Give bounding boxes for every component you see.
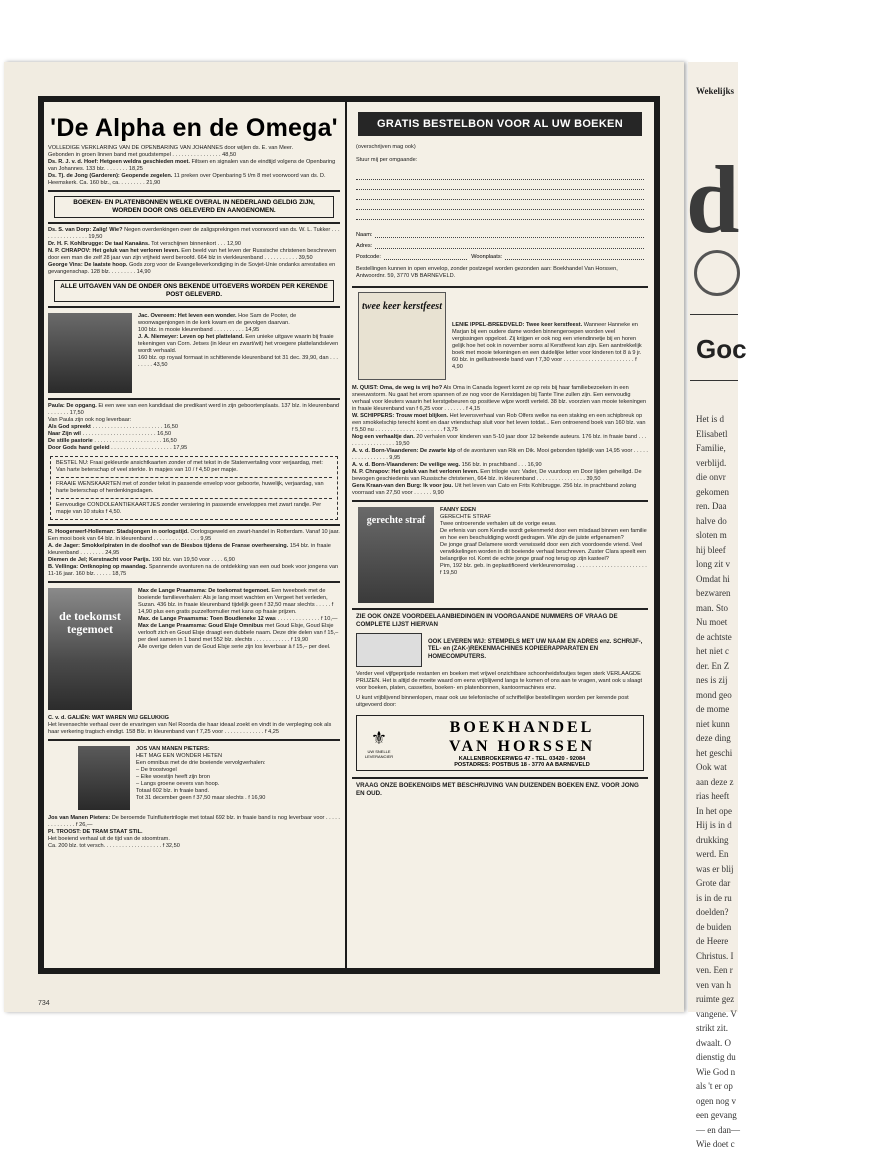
list-paragraph: [48, 262, 340, 276]
body-text: 190 blz. van 19,50 voor . . . . 6,90: [150, 557, 235, 563]
list-paragraph: [136, 774, 340, 781]
divider: [690, 314, 738, 315]
body-text: Het levensverhaal van Rob Olfers welke na een staking en een schipbreuk op een smokkelschip terecht komt en daar vriendschap sluit voor het leven totdat... Een ontroerend boek van 160 blz. van f 5,50 nu . . . . . . . . . . . . . . . . . . . . . . f 3,75: [352, 413, 646, 433]
order-line[interactable]: [356, 170, 644, 180]
list-paragraph: [136, 767, 340, 774]
article-line: Nu moet: [696, 617, 728, 627]
list-paragraph: [452, 322, 648, 371]
divider: [352, 500, 648, 502]
postcode-field[interactable]: [356, 252, 644, 260]
children-book-list: [352, 385, 648, 497]
article-line: Wie God n: [696, 1066, 736, 1077]
body-text: Het levensechte verhaal over de ervaringen van Nel Roorda die haar ideaal zoekt en vindt in de verpleging ook als haar verkering tragisch eindigt. 158 Blz. in kleurenband van f 7,25 voor . . . . . . . . . . . . . f 4,25: [48, 722, 332, 735]
divider: [352, 286, 648, 288]
article-line: dienstig du: [696, 1052, 736, 1062]
article-line: de buiden: [696, 921, 732, 932]
list-paragraph: [48, 227, 340, 241]
body-text: Hoe Sam de Pooter, de woonwagenjongen in de kerk kwam en de gevolgen daarvan.: [138, 313, 297, 326]
bold-text: N. P. Chrapov: Het geluk van het verloren leven.: [352, 469, 479, 475]
book-list: [48, 227, 340, 276]
body-text: Een mooi boek van 64 blz. in kleurenband . . . . . . . . . . . . . . . 9,95: [48, 536, 212, 542]
postcode-label: Postcode:: [356, 254, 381, 260]
article-line: de mome: [696, 704, 730, 714]
article-line: ven van h: [696, 979, 731, 990]
bold-text: Jos van Manen Pieters:: [48, 815, 111, 821]
body-text: Spannende avonturen na de ontdekking van een oud boek voor jongens van 11-16 jaar. 160 blz. . . . . . 18,75: [48, 564, 339, 577]
article-line: Hij is in d: [696, 820, 732, 830]
bold-text: LENIE IPPEL-BREEDVELD: Twee keer kerstfeest.: [452, 322, 583, 328]
article-line: deze ding: [696, 733, 731, 743]
list-paragraph: [48, 403, 340, 417]
copy-note: (overschrijven mag ook): [356, 144, 416, 150]
list-paragraph: [48, 248, 340, 262]
list-paragraph: [440, 528, 648, 542]
bold-text: Door Gods hand geleid: [48, 445, 110, 451]
book-list-tail: [48, 815, 340, 850]
list-paragraph: [48, 424, 340, 431]
list-paragraph: [440, 507, 648, 514]
body-text: 11 preken over Openbaring 5 t/m 8 met voorwoord van ds. D. Heemskerk. Ca. 160 blz., ca. . . . . . . . . 21,90: [48, 173, 326, 186]
article-line: aan deze z: [696, 776, 734, 787]
article-line: ven. Een r: [696, 965, 733, 975]
store-emblem: ⚜ UW SNELLE LEVERANCIER: [364, 727, 394, 759]
bold-text: FANNY EDEN: [440, 507, 476, 513]
sale-text: Verder veel vijfgeprijsde restanten en boeken met vrijwel onzichtbare schoonheidsfoutjes tegen sterk VERLAAGDE PRIJZEN. Het is altijd de moeite waard om eens vrijblijvend langs te komen of ons aan te vragen, want ook u slaagt voor boeken, platen, cassettes, boeken- en platenbonnen, kantoormachines enz.: [356, 671, 643, 691]
divider: [48, 739, 340, 741]
bold-text: De stille pastorie: [48, 438, 93, 444]
list-paragraph: [138, 334, 340, 355]
list-paragraph: [138, 313, 340, 327]
list-paragraph: [48, 543, 340, 557]
list-paragraph: [48, 431, 340, 438]
order-line[interactable]: [356, 210, 644, 220]
youth-book-list: [48, 529, 340, 578]
notice-box: BOEKEN- EN PLATENBONNEN WELKE OVERAL IN NEDERLAND GELDIG ZIJN, WORDEN DOOR ONS GELEVERD EN AANGENOMEN.: [54, 196, 334, 218]
book-description: [138, 313, 340, 393]
city-label: Woonplaats:: [471, 254, 503, 260]
divider: [352, 608, 648, 610]
body-text: Wanneer Hanneke en Marjan bij een oudere dame worden binnengeroepen worden veel vergissingen opgelost. Zij krijgen er ook nog een vriendinnetje bij en horen gelijk hoe het ook in november soms al Kerstfeest kan zijn. Een aantrekkelijk boek met mooie tekeningen en een duidelijke letter voor kinderen tot 8 à 9 jr. 60 blz. in geillustreerde band van f 7,30 voor . . . . . . . . . . . . . . . . . . . . . . . f 4,90: [452, 322, 642, 370]
article-line: halve do: [696, 515, 727, 526]
book-description: [440, 507, 648, 603]
bold-text: Max de Lange Praamsma: Goud Elsje Omnibus: [138, 623, 264, 629]
list-paragraph: [440, 542, 648, 563]
list-paragraph: [48, 815, 340, 829]
book-cover-title: twee keer kerstfeest: [362, 301, 442, 312]
book-cover-image: [358, 507, 434, 603]
intro-list: [48, 145, 340, 187]
body-text: Als Oma in Canada logeert komt ze op reis bij haar familiebezoeken in een sneeuwstorm. Nu gaat het erom spannen of ze nog voor de Kerstdagen bij Tante Tine zullen zijn. Een eenvoudig verhaal voor kleuters waarin het kerstgebeuren op positieve wijze wordt verteld. 38 blz. voorzien van mooie tekeningen in fraaie kleurenband van f 6,25 voor . . . . . . . f 4,15: [352, 385, 647, 412]
divider: [48, 222, 340, 224]
cash-register-image: [356, 633, 422, 667]
list-paragraph: [48, 173, 340, 187]
notice-box: ALLE UITGAVEN VAN DE ONDER ONS BEKENDE UITGEVERS WORDEN PER KERENDE POST GELEVERD.: [54, 280, 334, 302]
paula-list: [48, 403, 340, 452]
store-address: KALLENBROEKERWEG 47 - TEL. 03420 - 92084: [458, 756, 586, 762]
list-paragraph: [48, 438, 340, 445]
order-line[interactable]: [356, 190, 644, 200]
ad-title: 'De Alpha en de Omega': [50, 114, 338, 142]
bold-text: A. v. d. Born-Vlaanderen: De veilige weg.: [352, 462, 461, 468]
list-paragraph: [352, 448, 648, 462]
bold-text: George Vins: De laatste hoop.: [48, 262, 128, 268]
article-line: Familie,: [696, 443, 726, 453]
article-line: ruimte gez: [696, 994, 735, 1004]
left-column: [48, 108, 340, 964]
bold-text: Max. de Lange Praamsma: Toen Boudieneke 12 was: [138, 616, 276, 622]
body-text: Ei een wee van een kandidaat die predikant werd in zijn geboortenplaats. 137 blz. in kleurenband . . . . . . . 17,50: [48, 403, 340, 416]
bold-text: C. v. d. GALIËN: WAT WAREN WIJ GELUKKIG: [48, 715, 169, 721]
drop-letter: d: [686, 146, 740, 253]
body-text: met Goud Elsje, Goud Elsje verlooft zich en Goud Elsje draagt een dubbele naam. Deze drie delen van f 15,– per deel samen in 1 band met 552 blz. slechts . . . . . . . . . . . . f 19,90: [138, 623, 339, 643]
body-text: . . . . . . . . . . . . . . . . . . . . 17,95: [109, 445, 188, 451]
offers-note: ZIE OOK ONZE VOORDEELAANBIEDINGEN IN VOORGAANDE NUMMERS OF VRAAG DE COMPLETE LIJST HIERVAN: [356, 613, 618, 628]
book-description: [136, 746, 340, 810]
bold-text: Naar Zijn wil: [48, 431, 81, 437]
list-paragraph: [48, 152, 340, 159]
article-line: Grote dar: [696, 878, 731, 888]
book-cover-image: [48, 588, 132, 710]
book-description: [452, 322, 648, 380]
list-paragraph: [138, 355, 340, 369]
article-line: man. Sto: [696, 602, 729, 613]
body-text: Een unieke uitgave waarin bij fraaie tekeningen van Corn. Jetses (in kleur en zwart/wit) het vroegere plattelandsleven wordt verhaald.: [138, 334, 339, 354]
divider: [48, 398, 340, 400]
body-text: Pim, 192 blz. geb. in geplastificeerd vierkleurenomslag . . . . . . . . . . . . . . . . . . . . . . . f 19,50: [440, 563, 647, 576]
order-instructions: Bestellingen kunnen in open envelop, zonder postzegel worden gezonden aan: Boekhandel Van Horssen, Antwoordnr. 59, 3770 VB BARNEVELD.: [356, 266, 618, 279]
article-line: dwaalt. O: [696, 1037, 731, 1048]
book-ad: [48, 313, 340, 393]
divider: [48, 190, 340, 192]
body-text: 156 blz. in prachtband . . . 16,90: [460, 462, 542, 468]
book-cover-image: [358, 292, 446, 380]
bold-text: Max de Lange Praamsma: De toekomst tegemoet.: [138, 588, 270, 594]
list-paragraph: [352, 434, 648, 448]
services-block: [356, 633, 644, 667]
body-text: Tot verschijnen binnenkort . . . 12,90: [149, 241, 241, 247]
article-line: sloten m: [696, 530, 727, 540]
bold-text: Ds. Tj. de Jong (Garderen): Geopende zegelen.: [48, 173, 173, 179]
bold-text: Als God spreekt: [48, 424, 91, 430]
body-text: Een tweeboek met de boeiende familieverhalen: Als je lang moet wachten en Vergeet het verleden, Suzan. 436 blz. in fraaie kleurenband tijdelijk geen f 32,50 maar slechts . . . . . f 14,90 plus een gratis puzzelformulier met kans op fraaie prijzen.: [138, 588, 334, 615]
article-line: hij bleef: [696, 544, 726, 555]
bold-text: Paula: De opgang.: [48, 403, 97, 409]
article-line: die onvr: [696, 472, 726, 482]
book-ad: [352, 507, 648, 603]
column-divider: [345, 102, 347, 968]
store-logo: [356, 715, 644, 771]
article-line: was er blij: [696, 863, 734, 874]
visit-text: U kunt vrijblijvend binnenlopen, maar ook uw telefonische of schriftelijke bestellingen worden per kerende post uitgevoerd door:: [356, 695, 629, 708]
body-text: GERECHTE STRAF: [440, 514, 491, 520]
address-label: Adres:: [356, 243, 373, 249]
list-paragraph: [136, 760, 340, 767]
cards-text: Eenvoudige CONDOLEANTIEKAARTJES zonder versiering in passende enveloppes met zwart randje. Per mapje van 10 stuks f 4,50.: [56, 502, 322, 515]
list-paragraph: [48, 445, 340, 452]
body-text: Het boeiend verhaal uit de tijd van de stoomtram.: [48, 836, 170, 842]
list-paragraph: [352, 385, 648, 413]
list-paragraph: [48, 417, 340, 424]
list-paragraph: [48, 722, 340, 736]
bold-text: R. Hoogerwerf-Holleman: Stadsjongen in oorlogstijd.: [48, 529, 189, 535]
bold-text: N. P. CHRAPOV: Het geluk van het verloren leven.: [48, 248, 180, 254]
bold-text: Dr. H. F. Kohlbrugge: De taal Kanaäns.: [48, 241, 150, 247]
body-text: 20 verhalen voor kinderen van 5-10 jaar door 12 bekende auteurs. 176 blz. in fraaie band . . . . . . . . . . . . . . . . . 19,50: [352, 434, 647, 447]
divider: [690, 380, 738, 381]
article-line: het geschi: [696, 747, 733, 758]
divider: [352, 777, 648, 779]
book-cover-title: de toekomst tegemoet: [59, 609, 121, 636]
bold-text: Gera Kraan-van den Burg: Ik voor jou.: [352, 483, 454, 489]
bold-text: Diemen de Jel; Kerstnacht voor Parijs.: [48, 557, 151, 563]
order-line[interactable]: [356, 200, 644, 210]
list-paragraph: [352, 462, 648, 469]
bold-text: A. v. d. Born-Vlaanderen: De zwarte kip: [352, 448, 456, 454]
article-line: rias heeft: [696, 791, 730, 801]
book-cover-image: [78, 746, 130, 810]
body-text: – Langs groene oevers van hoop.: [136, 781, 220, 787]
article-line: verblijd.: [696, 457, 727, 468]
list-paragraph: [440, 563, 648, 577]
bold-text: Ds. R. J. v. d. Hoef: Hetgeen weldra geschieden moet.: [48, 159, 190, 165]
body-text: Een beeld van het leven der Russische christenen beschreven door een man die zelf 28 jaar van zijn vrijheid werd beroofd. 664 blz in vierkleurenband . . . . . . . . . . . 39,50: [48, 248, 337, 261]
list-paragraph: [136, 781, 340, 788]
article-line: In het ope: [696, 805, 732, 816]
page-number: 734: [38, 1000, 50, 1007]
article-line: gekomen: [696, 486, 729, 497]
magazine-page-right: [686, 62, 747, 1149]
article-line: Christus. I: [696, 950, 734, 961]
body-text: – De troostvogel: [136, 767, 177, 773]
body-text: Gebonden in groen linnen band met goudstempel . . . . . . . . . . . . . . . . 48,50: [48, 152, 237, 158]
order-prompt: Stuur mij per omgaande:: [356, 157, 418, 163]
bold-text: Jac. Overeem: Het leven een wonder.: [138, 313, 237, 319]
cards-offer: [50, 456, 338, 520]
bold-text: Nog een verhaaltje dan.: [352, 434, 415, 440]
article-line: drukking: [696, 834, 729, 845]
article-line: niet kunn: [696, 718, 730, 729]
body-text: 100 blz. in mooie kleurenband . . . . . . . . . . 14,95: [138, 327, 260, 333]
running-head: Wekelijks: [696, 86, 735, 96]
body-text: – Elke woestijn heeft zijn bron: [136, 774, 211, 780]
body-text: Oorlogsgeweld en zwart-handel in Rotterdam. Vanaf 10 jaar.: [188, 529, 340, 535]
cards-text: FRAAIE WENSKAARTEN met of zonder tekst in passende envelop voor geboorte, huwelijk, verjaardag, van harte beterschap of herdenkingsdagen.: [56, 481, 324, 494]
body-text: 154 blz. in fraaie kleurenband . . . . . . . . 24,95: [48, 543, 331, 556]
list-paragraph: [352, 469, 648, 483]
order-line[interactable]: [356, 180, 644, 190]
article-line: een gevang: [696, 1110, 737, 1120]
article-column: [696, 412, 896, 1152]
book-cover-title: gerechte straf: [366, 515, 426, 526]
list-paragraph: [440, 521, 648, 528]
body-text: of de avonturen van Rik en Dik. Mooi gebonden tijdelijk van 14,95 voor . . . . . . . . . . . . . . . . . 9,95: [352, 448, 648, 461]
list-paragraph: [48, 829, 340, 836]
list-paragraph: [138, 327, 340, 334]
body-text: Een trilogie van: Vader, De vuurdoop en Door lijden geheiligd. De bewogen geschiedenis van Russische christenen, 664 blz. in kleurenband . . . . . . . . . . . . . . . . 39,50: [352, 469, 642, 482]
list-paragraph: [352, 413, 648, 434]
body-text: VOLLEDIGE VERKLARING VAN DE OPENBARING VAN JOHANNES door wijlen ds. E. van Meer.: [48, 145, 294, 151]
book-cover-image: [48, 313, 132, 393]
cards-text: BESTEL NU: Fraai gekleurde ansichtkaarten zonder of met tekst in de Statenvertaling voor verjaardag, met: Van harte beterschap of veel sterkte. In mapjes van 10 / f 4,50 per mapje.: [56, 460, 323, 473]
list-paragraph: [138, 588, 340, 616]
list-paragraph: [440, 514, 648, 521]
body-text: 160 blz. op royaal formaat in schitterende kleurenband tot 31 dec. 39,90, dan . . . . . . . . 43,50: [138, 355, 338, 368]
article-line: doelden?: [696, 907, 729, 917]
article-line: Omdat hi: [696, 573, 730, 584]
list-paragraph: [48, 529, 340, 536]
book-ad: [48, 588, 340, 710]
store-name: VAN HORSSEN: [448, 738, 596, 755]
services-text: OOK LEVEREN WIJ: STEMPELS MET UW NAAM EN ADRES enz. SCHRIJF-, TEL- en (ZAK-)REKENMACHINES KOPIEERAPPARATEN EN HOMECOMPUTERS.: [428, 638, 643, 660]
list-paragraph: [136, 788, 340, 795]
body-text: Totaal 602 blz. in fraaie band.: [136, 788, 210, 794]
body-text: Van Paula zijn ook nog leverbaar:: [48, 417, 132, 423]
list-paragraph: [48, 564, 340, 578]
right-column: [352, 108, 648, 964]
book-entry: [48, 715, 340, 736]
body-text: Alle overige delen van de Goud Elsje serie zijn los leverbaar à f 15,– per deel.: [138, 644, 331, 650]
list-paragraph: [48, 536, 340, 543]
body-text: Een omnibus met de drie boeiende vervolgverhalen:: [136, 760, 266, 766]
article-line: long zit v: [696, 559, 730, 569]
bold-text: A. de Jager: Smokkelpiraten in de doolhof van de Biesbos tijdens de Franse overheersing.: [48, 543, 289, 549]
body-text: De jonge graaf Delamere wordt verwisseld door een zich voordoende vriend. Veel verwikkelingen worden in dit boeiende verhaal beschreven. Zuster Clara speelt een belangrijke rol. Komt de echte jonge graaf nog terug op zijn kasteel?: [440, 542, 647, 562]
bold-text: Pl. TROOST: DE TRAM STAAT STIL.: [48, 829, 143, 835]
list-paragraph: [138, 644, 340, 651]
footer-note: VRAAG ONZE BOEKENGIDS MET BESCHRIJVING VAN DUIZENDEN BOEKEN ENZ. VOOR JONG EN OUD.: [356, 782, 639, 797]
divider: [48, 524, 340, 526]
article-line: vangene. V: [696, 1008, 737, 1019]
list-paragraph: [48, 241, 340, 248]
list-paragraph: [138, 623, 340, 644]
body-text: Negen overdenkingen over de zaligsprekingen met voorwoord van ds. W. L. Tukker . . . . . . . . . . . . . . . . 19,50: [48, 227, 340, 240]
body-text: . . . . . . . . . . . . . . . . . . . . . . . . 16,50: [80, 431, 172, 437]
article-line: — en dan—: [696, 1124, 740, 1135]
bold-text: W. SCHIPPERS: Trouw moet blijken.: [352, 413, 449, 419]
body-text: HET MAG EEN WONDER HETEN: [136, 753, 222, 759]
bold-text: J. A. Niemeyer: Leven op het platteland.: [138, 334, 244, 340]
alpha-omega-logo: [694, 250, 740, 296]
body-text: . . . . . . . . . . . . . . . . . . . . . . . 16,50: [90, 424, 178, 430]
article-line: is in de ru: [696, 892, 732, 903]
list-paragraph: [48, 159, 340, 173]
list-paragraph: [48, 843, 340, 850]
list-paragraph: [136, 795, 340, 802]
book-description: [138, 588, 340, 710]
body-text: Gods zorg voor de Evangelieverkondiging in de Sovjet-Unie ondanks arrestaties en gevangenschap. 128 blz. . . . . . . . . 14,90: [48, 262, 336, 275]
body-text: Tot 31 december geen f 37,50 maar slechts . f 16,90: [136, 795, 266, 801]
store-postal: POSTADRES: POSTBUS 18 - 3770 AA BARNEVELD: [454, 762, 590, 768]
divider: [48, 581, 340, 583]
list-paragraph: [48, 557, 340, 564]
body-text: Uit het leven van Cato en Frits Kohlbrugge. 256 blz. in prachtband zolang voorraad van 27,50 voor . . . . . . 9,90: [352, 483, 637, 496]
divider: [48, 306, 340, 308]
article-line: Wie doet c: [696, 1139, 735, 1149]
bold-text: M. QUIST: Oma, de weg is vrij ho?: [352, 385, 443, 391]
article-line: de achtste: [696, 631, 732, 642]
body-text: De beroemde Tuinfluitertrilogie met totaal 692 blz. in fraaie band is nog leverbaar voor . . . . . . . . . . . . . . f 26,—: [48, 815, 340, 828]
book-ad: [352, 292, 648, 380]
body-text: . . . . . . . . . . . . . . f 10,—: [275, 616, 338, 622]
article-line: het niet c: [696, 646, 729, 656]
body-text: De erfenis van oom Kendle wordt gekenmerkt door een misdaad binnen een familie en hoe een beschuldiging wordt gedragen. Wie zijn de juiste erfgenamen?: [440, 528, 647, 541]
list-paragraph: [136, 746, 340, 753]
name-field[interactable]: [356, 230, 644, 238]
article-line: ren. Daa: [696, 501, 727, 511]
list-paragraph: [138, 616, 340, 623]
article-line: der. En Z: [696, 660, 730, 671]
list-paragraph: [48, 145, 340, 152]
article-line: als 't er op: [696, 1081, 733, 1091]
bold-text: JOS VAN MANEN PIETERS:: [136, 746, 210, 752]
list-paragraph: [48, 836, 340, 843]
list-paragraph: [352, 483, 648, 497]
bold-text: B. Vellinga: Ontknoping op maandag.: [48, 564, 148, 570]
order-coupon-header: GRATIS BESTELBON VOOR AL UW BOEKEN: [358, 112, 642, 136]
article-line: de Heere: [696, 936, 729, 946]
list-paragraph: [136, 753, 340, 760]
name-label: Naam:: [356, 232, 373, 238]
list-paragraph: [48, 715, 340, 722]
article-line: mond geo: [696, 689, 732, 700]
article-line: strikt zit.: [696, 1023, 728, 1033]
article-line: werd. En: [696, 849, 729, 859]
article-line: Elisabetl: [696, 428, 728, 439]
store-name: BOEKHANDEL: [449, 719, 595, 736]
body-text: Ca. 200 blz. tot versch. . . . . . . . . . . . . . . . . . . f 32,50: [48, 843, 180, 849]
book-ad: [48, 746, 340, 810]
article-line: Het is d: [696, 414, 724, 424]
body-text: . . . . . . . . . . . . . . . . . . . . . . 16,50: [92, 438, 177, 444]
article-line: bezwaren: [696, 588, 731, 598]
article-heading: Goc: [696, 334, 747, 364]
address-field[interactable]: [356, 241, 644, 249]
article-line: nes is zij: [696, 675, 728, 685]
article-line: ogen nog v: [696, 1095, 736, 1106]
article-line: Ook wat: [696, 762, 727, 772]
body-text: Twee ontroerende verhalen uit de vorige eeuw.: [440, 521, 557, 527]
body-text: Filtsen en signalen van de eindtijd volgens de Openbaring van Johannes. 133 blz. . . . . . . . 18,25: [48, 159, 336, 172]
bold-text: Ds. S. van Dorp: Zalig! Wie?: [48, 227, 123, 233]
